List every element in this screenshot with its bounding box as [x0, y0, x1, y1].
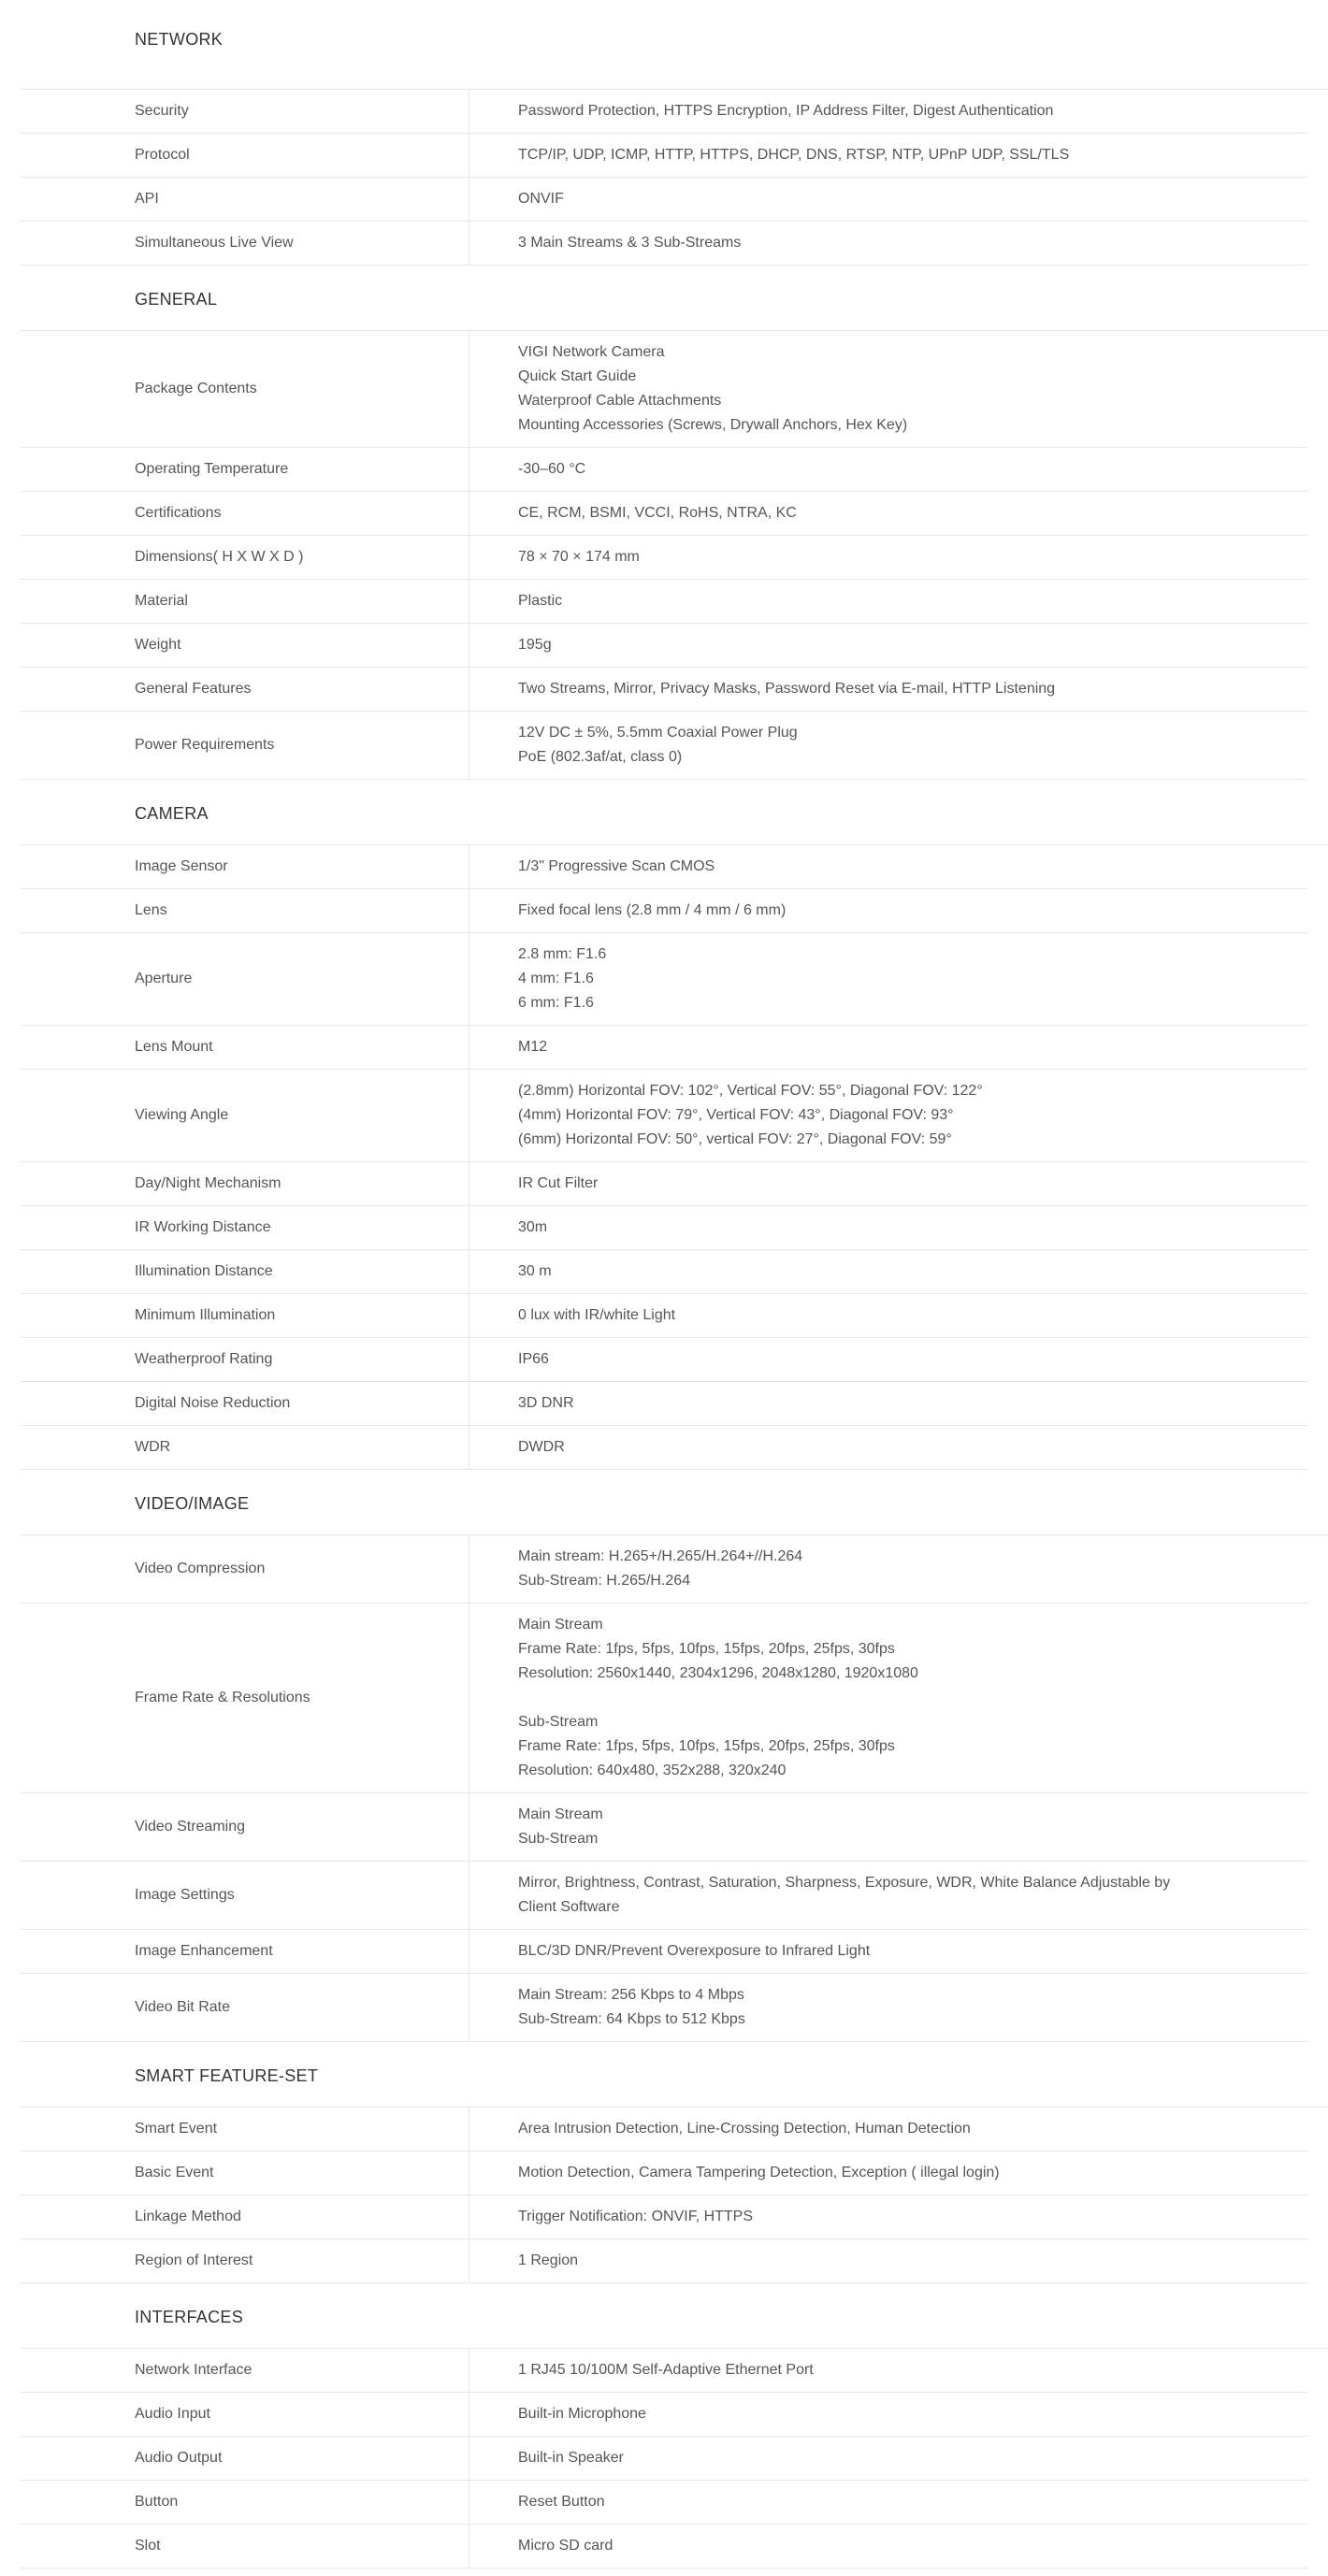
spec-value-line: BLC/3D DNR/Prevent Overexposure to Infrared Light [518, 1943, 871, 1959]
spec-row [21, 845, 1307, 889]
spec-value [469, 1382, 1307, 1425]
spec-table [21, 90, 1307, 266]
spec-value-line: Main Stream [518, 1617, 603, 1633]
spec-row [21, 1338, 1307, 1382]
spec-value [469, 668, 1307, 711]
spec-value-line: Sub-Stream [518, 1714, 599, 1730]
spec-row [21, 1382, 1307, 1426]
spec-label: IR Working Distance [21, 1206, 469, 1249]
section-title: VIDEO/IMAGE [21, 1470, 1328, 1535]
spec-value-line: Frame Rate: 1fps, 5fps, 10fps, 15fps, 20fps, 25fps, 30fps [518, 1738, 895, 1754]
spec-label: General Features [21, 668, 469, 711]
spec-row [21, 222, 1307, 266]
spec-value-line: Resolution: 640x480, 352x288, 320x240 [518, 1763, 787, 1778]
spec-value [469, 1338, 1307, 1381]
spec-value-line: 1 RJ45 10/100M Self-Adaptive Ethernet Port [518, 2362, 814, 2378]
spec-row [21, 1294, 1307, 1338]
spec-value-line: Sub-Stream [518, 1831, 599, 1847]
spec-value-line: Fixed focal lens (2.8 mm / 4 mm / 6 mm) [518, 902, 787, 918]
spec-row [21, 536, 1307, 580]
spec-label: Minimum Illumination [21, 1294, 469, 1337]
spec-value [469, 178, 1307, 221]
spec-row [21, 2349, 1307, 2393]
spec-value [469, 1974, 1307, 2041]
spec-label: Illumination Distance [21, 1250, 469, 1293]
spec-value-line: Area Intrusion Detection, Line-Crossing Detection, Human Detection [518, 2121, 971, 2137]
spec-value [469, 580, 1307, 623]
spec-label: Aperture [21, 933, 469, 1025]
spec-value [469, 889, 1307, 932]
spec-label: Power Requirements [21, 712, 469, 779]
spec-value-line: IP66 [518, 1351, 549, 1367]
spec-value-line: Reset Button [518, 2494, 605, 2510]
spec-label: Weight [21, 624, 469, 667]
spec-value [469, 1250, 1307, 1293]
spec-row [21, 933, 1307, 1026]
spec-label: Basic Event [21, 2151, 469, 2195]
spec-value-line: M12 [518, 1039, 548, 1055]
spec-value-line: Password Protection, HTTPS Encryption, IP Address Filter, Digest Authentication [518, 103, 1054, 119]
spec-label: Operating Temperature [21, 448, 469, 491]
spec-table [21, 1535, 1307, 2042]
spec-value [469, 2239, 1307, 2282]
spec-label: Frame Rate & Resolutions [21, 1604, 469, 1792]
spec-value [469, 90, 1307, 133]
spec-sheet [21, 0, 1328, 2569]
spec-value [469, 134, 1307, 177]
spec-label: Button [21, 2481, 469, 2524]
spec-value-line: 0 lux with IR/white Light [518, 1307, 676, 1323]
spec-row [21, 2393, 1307, 2437]
spec-row [21, 2195, 1307, 2239]
spec-value [469, 1206, 1307, 1249]
spec-value-line: Built-in Speaker [518, 2450, 624, 2466]
spec-value-line: VIGI Network Camera [518, 344, 665, 360]
spec-value [469, 1426, 1307, 1469]
spec-value-line: Motion Detection, Camera Tampering Detection, Exception ( illegal login) [518, 2165, 1000, 2180]
spec-label: Package Contents [21, 331, 469, 447]
spec-label: Slot [21, 2525, 469, 2568]
spec-label: Image Sensor [21, 845, 469, 888]
spec-value-line: 1/3" Progressive Scan CMOS [518, 858, 715, 874]
spec-value [469, 2437, 1307, 2480]
spec-value [469, 2151, 1307, 2195]
spec-value-line: Sub-Stream: H.265/H.264 [518, 1573, 691, 1589]
spec-row [21, 2481, 1307, 2525]
spec-row [21, 712, 1307, 780]
spec-table [21, 845, 1307, 1470]
spec-value [469, 222, 1307, 265]
spec-value-line: DWDR [518, 1439, 565, 1455]
spec-value-line: Mirror, Brightness, Contrast, Saturation, Sharpness, Exposure, WDR, White Balance Adjustable by [518, 1875, 1171, 1891]
spec-label: Dimensions( H X W X D ) [21, 536, 469, 579]
spec-row [21, 889, 1307, 933]
spec-value [469, 536, 1307, 579]
spec-label: WDR [21, 1426, 469, 1469]
spec-section [21, 266, 1328, 780]
spec-value-line: Resolution: 2560x1440, 2304x1296, 2048x1280, 1920x1080 [518, 1665, 918, 1681]
spec-row [21, 1026, 1307, 1070]
spec-value-line: (6mm) Horizontal FOV: 50°, vertical FOV: 27°, Diagonal FOV: 59° [518, 1131, 952, 1147]
spec-value [469, 1930, 1307, 1973]
spec-row [21, 1974, 1307, 2042]
spec-value-line: CE, RCM, BSMI, VCCI, RoHS, NTRA, KC [518, 505, 797, 521]
spec-section [21, 780, 1328, 1470]
section-title: SMART FEATURE-SET [21, 2042, 1328, 2108]
spec-value [469, 845, 1307, 888]
spec-value [469, 1026, 1307, 1069]
spec-value [469, 933, 1307, 1025]
spec-row [21, 448, 1307, 492]
spec-label: Weatherproof Rating [21, 1338, 469, 1381]
spec-value-line: Main Stream [518, 1806, 603, 1822]
spec-label: Region of Interest [21, 2239, 469, 2282]
spec-value [469, 624, 1307, 667]
spec-value-line: 12V DC ± 5%, 5.5mm Coaxial Power Plug [518, 725, 798, 741]
spec-value-line: 30 m [518, 1263, 552, 1279]
section-title: NETWORK [21, 26, 1328, 90]
spec-row [21, 1426, 1307, 1470]
spec-value-line: TCP/IP, UDP, ICMP, HTTP, HTTPS, DHCP, DNS, RTSP, NTP, UPnP UDP, SSL/TLS [518, 147, 1070, 163]
spec-value-line [518, 1686, 1214, 1710]
section-title: CAMERA [21, 780, 1328, 845]
spec-row [21, 2239, 1307, 2283]
spec-value-line: Two Streams, Mirror, Privacy Masks, Password Reset via E-mail, HTTP Listening [518, 681, 1056, 697]
spec-label: Video Compression [21, 1535, 469, 1603]
spec-value-line: Waterproof Cable Attachments [518, 393, 722, 409]
spec-row [21, 580, 1307, 624]
spec-value [469, 2525, 1307, 2568]
spec-label: Audio Output [21, 2437, 469, 2480]
spec-row [21, 1862, 1307, 1930]
spec-label: Smart Event [21, 2108, 469, 2151]
spec-value-line: 1 Region [518, 2252, 579, 2268]
spec-value-line: (2.8mm) Horizontal FOV: 102°, Vertical FOV: 55°, Diagonal FOV: 122° [518, 1083, 983, 1099]
spec-row [21, 668, 1307, 712]
spec-row [21, 624, 1307, 668]
spec-value [469, 448, 1307, 491]
spec-row [21, 492, 1307, 536]
spec-value-line: PoE (802.3af/at, class 0) [518, 749, 683, 765]
spec-label: Linkage Method [21, 2195, 469, 2238]
spec-label: API [21, 178, 469, 221]
spec-value-line: Mounting Accessories (Screws, Drywall Anchors, Hex Key) [518, 417, 908, 433]
spec-value [469, 2349, 1307, 2392]
spec-label: Viewing Angle [21, 1070, 469, 1161]
spec-value [469, 2393, 1307, 2436]
spec-label: Material [21, 580, 469, 623]
spec-label: Digital Noise Reduction [21, 1382, 469, 1425]
spec-value-line: Micro SD card [518, 2538, 613, 2554]
spec-value-line: Main stream: H.265+/H.265/H.264+//H.264 [518, 1548, 803, 1564]
spec-value-line: Sub-Stream: 64 Kbps to 512 Kbps [518, 2011, 745, 2027]
spec-row [21, 1604, 1307, 1793]
spec-row [21, 331, 1307, 448]
spec-value [469, 2481, 1307, 2524]
spec-label: Video Streaming [21, 1793, 469, 1861]
spec-value-line: -30–60 °C [518, 461, 586, 477]
spec-value-line: Trigger Notification: ONVIF, HTTPS [518, 2209, 754, 2224]
spec-label: Audio Input [21, 2393, 469, 2436]
spec-row [21, 2437, 1307, 2481]
spec-label: Protocol [21, 134, 469, 177]
spec-table [21, 2349, 1307, 2569]
spec-row [21, 134, 1307, 178]
spec-table [21, 2108, 1307, 2283]
spec-value-line: 195g [518, 637, 552, 653]
spec-value [469, 1862, 1307, 1929]
spec-section [21, 2283, 1328, 2569]
spec-row [21, 178, 1307, 222]
spec-value [469, 492, 1307, 535]
spec-row [21, 90, 1307, 134]
spec-value [469, 1162, 1307, 1205]
spec-value-line: Client Software [518, 1899, 620, 1915]
spec-value [469, 1294, 1307, 1337]
spec-value-line: Plastic [518, 593, 563, 609]
spec-label: Image Enhancement [21, 1930, 469, 1973]
spec-label: Video Bit Rate [21, 1974, 469, 2041]
spec-value-line: Frame Rate: 1fps, 5fps, 10fps, 15fps, 20fps, 25fps, 30fps [518, 1641, 895, 1657]
spec-value [469, 1535, 1307, 1603]
spec-value-line: 3D DNR [518, 1395, 574, 1411]
spec-row [21, 1793, 1307, 1862]
spec-label: Day/Night Mechanism [21, 1162, 469, 1205]
spec-value-line: 6 mm: F1.6 [518, 995, 594, 1011]
spec-row [21, 1162, 1307, 1206]
spec-row [21, 2108, 1307, 2151]
spec-value-line: 78 × 70 × 174 mm [518, 549, 640, 565]
spec-label: Security [21, 90, 469, 133]
spec-row [21, 1930, 1307, 1974]
spec-row [21, 1070, 1307, 1162]
spec-row [21, 2151, 1307, 2195]
spec-value [469, 1604, 1307, 1792]
spec-section [21, 2042, 1328, 2283]
spec-value [469, 2195, 1307, 2238]
spec-value-line: Main Stream: 256 Kbps to 4 Mbps [518, 1987, 744, 2003]
spec-value [469, 1070, 1307, 1161]
spec-label: Simultaneous Live View [21, 222, 469, 265]
spec-row [21, 1206, 1307, 1250]
spec-value-line: ONVIF [518, 191, 564, 207]
spec-table [21, 331, 1307, 780]
spec-value-line: (4mm) Horizontal FOV: 79°, Vertical FOV: 43°, Diagonal FOV: 93° [518, 1107, 954, 1123]
spec-section [21, 1470, 1328, 2042]
spec-value-line: 2.8 mm: F1.6 [518, 946, 607, 962]
spec-label: Lens Mount [21, 1026, 469, 1069]
spec-row [21, 1535, 1307, 1604]
spec-label: Lens [21, 889, 469, 932]
section-title: GENERAL [21, 266, 1328, 331]
spec-value-line: 4 mm: F1.6 [518, 971, 594, 986]
spec-value-line: Quick Start Guide [518, 368, 637, 384]
spec-label: Image Settings [21, 1862, 469, 1929]
spec-section [21, 26, 1328, 266]
section-title: INTERFACES [21, 2283, 1328, 2349]
spec-value [469, 2108, 1307, 2151]
spec-value [469, 712, 1307, 779]
spec-value [469, 1793, 1307, 1861]
spec-value-line: Built-in Microphone [518, 2406, 646, 2422]
spec-value-line: 30m [518, 1219, 548, 1235]
spec-row [21, 2525, 1307, 2569]
spec-value [469, 331, 1307, 447]
spec-label: Network Interface [21, 2349, 469, 2392]
spec-value-line: 3 Main Streams & 3 Sub-Streams [518, 235, 742, 251]
spec-value-line: IR Cut Filter [518, 1175, 599, 1191]
spec-label: Certifications [21, 492, 469, 535]
spec-row [21, 1250, 1307, 1294]
